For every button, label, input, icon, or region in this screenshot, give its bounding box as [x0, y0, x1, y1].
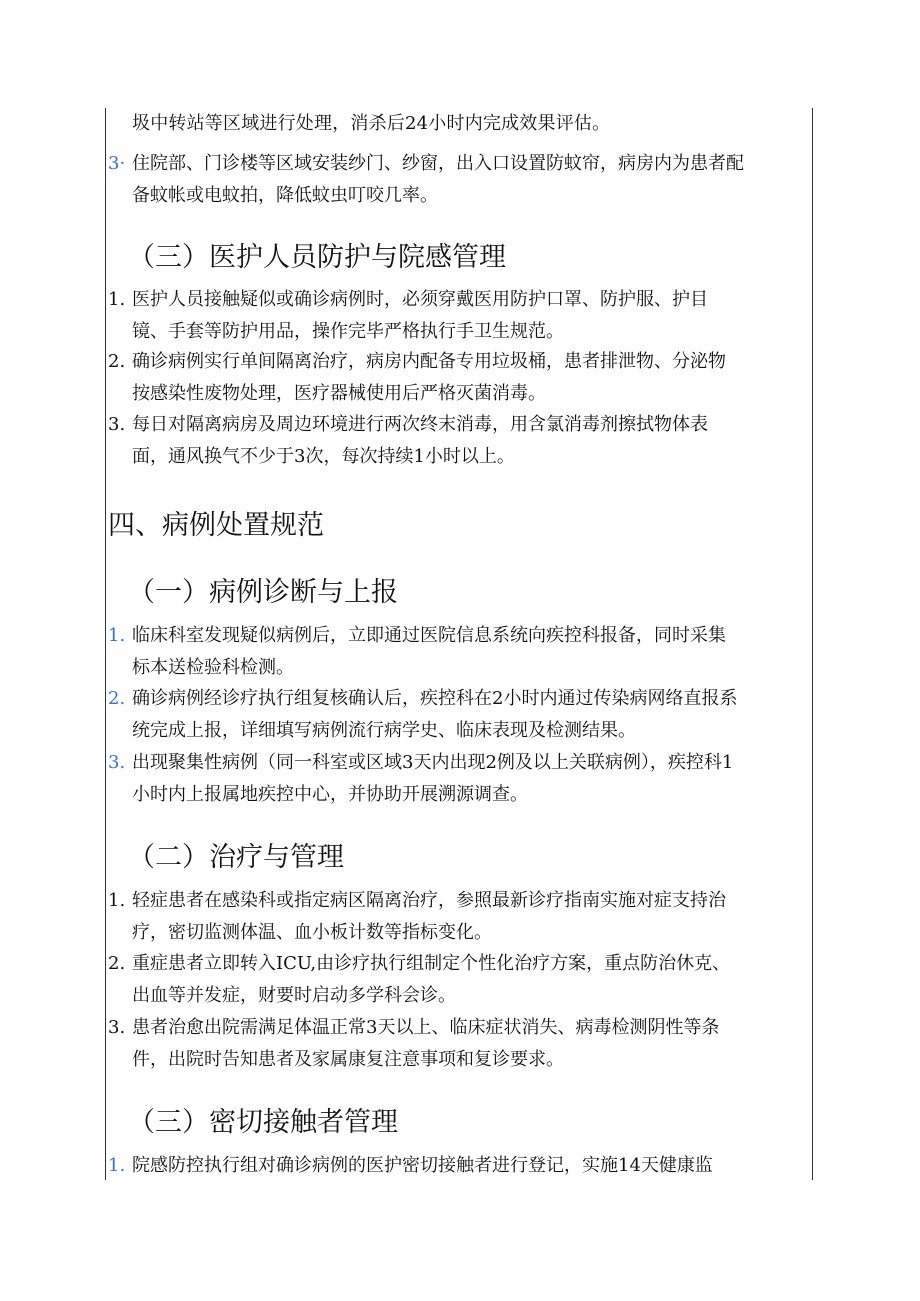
- list-text-line2: 统完成上报，详细填写病例流行病学史、临床表现及检测结果。: [132, 720, 636, 741]
- list-text-line2: 出血等并发症，财要时启动多学科会诊。: [132, 985, 456, 1006]
- list-text-line1: 确诊病例经诊疗执行组复核确认后，疾控科在2小时内通过传染病网络直报系: [132, 688, 738, 709]
- list-text-line1: 每日对隔离病房及周边环境进行两次终末消毒，用含氯消毒剂擦拭物体表: [132, 414, 708, 435]
- list-item: [106, 1012, 806, 1076]
- list-number: 2.: [108, 953, 126, 974]
- list-text-line1: 患者治愈出院需满足体温正常3天以上、临床症状消失、病毒检测阴性等条: [132, 1017, 720, 1038]
- list-text-line1: 临床科室发现疑似病例后，立即通过医院信息系统向疾控科报备，同时采集: [132, 625, 726, 646]
- list-text-line1: 确诊病例实行单间隔离治疗，病房内配备专用垃圾桶，患者排泄物、分泌物: [132, 351, 726, 372]
- list-text-line2: 小时内上报属地疾控中心，并协助开展溯源调查。: [132, 784, 528, 805]
- list-text-line1: 轻症患者在感染科或指定病区隔离治疗，参照最新诊疗指南实施对症支持治: [132, 890, 726, 911]
- list-item: [106, 683, 806, 747]
- list-item: [106, 1150, 806, 1182]
- list-number: 2.: [108, 351, 126, 372]
- section-heading: （三）医护人员防护与院感管理: [128, 242, 506, 273]
- section-heading: （三）密切接触者管理: [128, 1107, 398, 1138]
- list-number: 2.: [108, 688, 126, 709]
- continued-text: 圾中转站等区域进行处理，消杀后24小时内完成效果评估。: [132, 113, 611, 134]
- list-text-line1: 医护人员接触疑似或确诊病例时，必须穿戴医用防护口罩、防护服、护目: [132, 289, 708, 310]
- list-number: 3·: [108, 153, 126, 174]
- list-number: 1.: [108, 890, 126, 911]
- table-right-border: [812, 108, 813, 1180]
- continued-paragraph: [106, 108, 832, 140]
- list-item: [106, 885, 806, 949]
- list-text-line2: 镜、手套等防护用品，操作完毕严格执行手卫生规范。: [132, 321, 564, 342]
- list-item: [106, 747, 806, 811]
- section-heading: （二）治疗与管理: [128, 842, 344, 873]
- list-text-line2: 按感染性废物处理，医疗器械使用后严格灭菌消毒。: [132, 383, 546, 404]
- list-number: 3.: [108, 752, 126, 773]
- list-text-line1: 院感防控执行组对确诊病例的医护密切接触者进行登记，实施14天健康监: [132, 1155, 713, 1176]
- list-text-line2: 疗，密切监测体温、血小板计数等指标变化。: [132, 922, 492, 943]
- part-heading: 四、病例处置规范: [108, 510, 324, 541]
- list-item: [106, 620, 806, 684]
- list-number: 1.: [108, 1155, 126, 1176]
- list-item: [106, 346, 806, 410]
- list-text-line2: 件，出院时告知患者及家属康复注意事项和复诊要求。: [132, 1049, 564, 1070]
- list-item: [106, 284, 806, 348]
- section-heading: （一）病例诊断与上报: [128, 577, 398, 608]
- list-text-line1: 住院部、门诊楼等区域安装纱门、纱窗，出入口设置防蚊帘，病房内为患者配: [132, 153, 744, 174]
- list-text-line1: 出现聚集性病例（同一科室或区域3天内出现2例及以上关联病例），疾控科1: [132, 752, 734, 773]
- list-item: [106, 948, 806, 1012]
- list-item: [106, 409, 806, 473]
- list-number: 1.: [108, 289, 126, 310]
- list-item: [106, 148, 806, 212]
- list-text-line2: 标本送检验科检测。: [132, 657, 294, 678]
- list-number: 1.: [108, 625, 126, 646]
- list-text-line1: 重症患者立即转入ICU,由诊疗执行组制定个性化治疗方案，重点防治休克、: [132, 953, 731, 974]
- list-number: 3.: [108, 1017, 126, 1038]
- list-text-line2: 备蚊帐或电蚊拍，降低蚊虫叮咬几率。: [132, 185, 438, 206]
- list-number: 3.: [108, 414, 126, 435]
- list-text-line2: 面，通风换气不少于3次，每次持续1小时以上。: [132, 446, 515, 467]
